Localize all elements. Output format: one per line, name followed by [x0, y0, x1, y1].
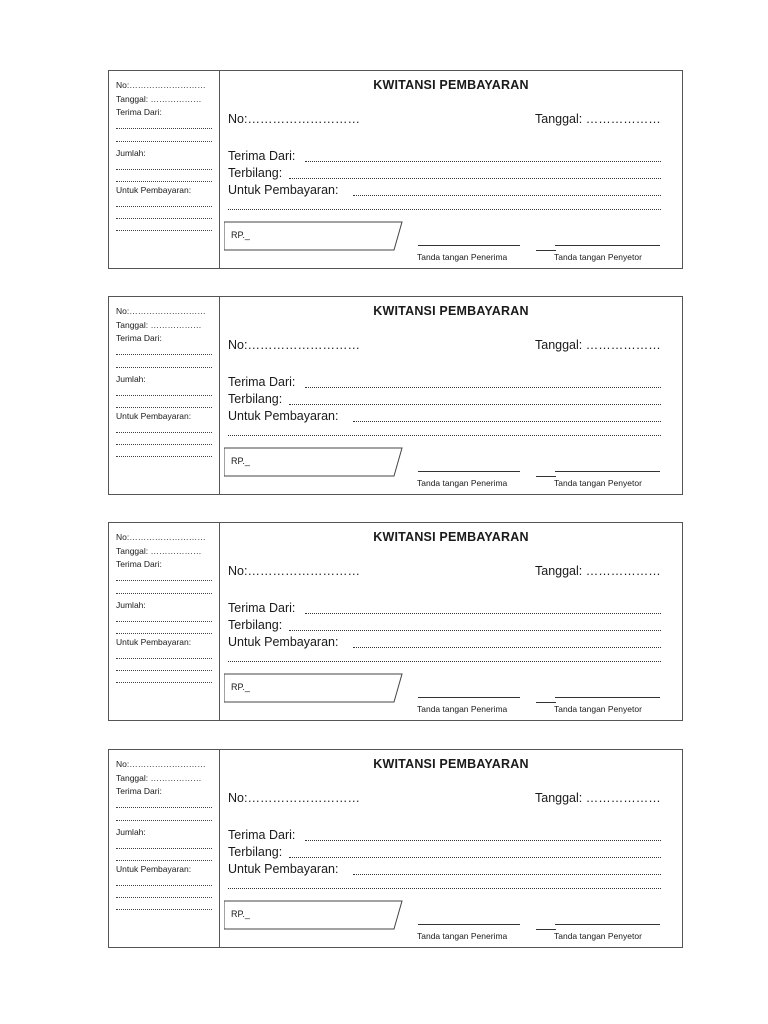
terima-dari-label: Terima Dari:: [228, 828, 296, 842]
stub-untuk-pembayaran: Untuk Pembayaran:: [116, 411, 192, 421]
terbilang-label: Terbilang:: [228, 618, 283, 632]
rp-label: RP._: [231, 682, 250, 692]
stub-jumlah: Jumlah:: [116, 600, 146, 610]
stub-terima-dari: Terima Dari:: [116, 786, 162, 796]
amount-box-shape: [224, 900, 404, 930]
separator-line: [536, 702, 556, 703]
stub-tanggal: Tanggal: ………………: [116, 320, 202, 330]
stub-dotted-line: [116, 206, 212, 207]
stub-dotted-line: [116, 633, 212, 634]
extra-dotted-line[interactable]: [228, 888, 661, 889]
stub-dotted-line: [116, 593, 212, 594]
penerima-signature-line[interactable]: [418, 245, 520, 246]
amount-box[interactable]: [224, 673, 404, 703]
penyetor-signature-line[interactable]: [555, 471, 660, 472]
receipt-title: KWITANSI PEMBAYARAN: [373, 78, 529, 92]
rp-label: RP._: [231, 456, 250, 466]
separator-line: [536, 929, 556, 930]
rp-label: RP._: [231, 230, 250, 240]
untuk-pembayaran-label: Untuk Pembayaran:: [228, 862, 339, 876]
stub-no: No:………………………: [116, 80, 206, 90]
no-field[interactable]: No:………………………: [228, 338, 360, 352]
terima-dari-line[interactable]: [305, 387, 661, 388]
stub-no: No:………………………: [116, 759, 206, 769]
terima-dari-label: Terima Dari:: [228, 375, 296, 389]
stub-dotted-line: [116, 367, 212, 368]
receipt-stub: [109, 71, 220, 268]
penyetor-label: Tanda tangan Penyetor: [554, 931, 642, 941]
stub-no: No:………………………: [116, 532, 206, 542]
receipt-body: [220, 750, 682, 947]
terbilang-label: Terbilang:: [228, 392, 283, 406]
stub-dotted-line: [116, 897, 212, 898]
penerima-label: Tanda tangan Penerima: [417, 252, 508, 262]
terbilang-line[interactable]: [289, 630, 661, 631]
terbilang-line[interactable]: [289, 178, 661, 179]
stub-dotted-line: [116, 456, 212, 457]
stub-dotted-line: [116, 432, 212, 433]
extra-dotted-line[interactable]: [228, 661, 661, 662]
stub-dotted-line: [116, 395, 212, 396]
receipt-stub: [109, 750, 220, 947]
penyetor-signature-line[interactable]: [555, 245, 660, 246]
terbilang-label: Terbilang:: [228, 166, 283, 180]
terima-dari-line[interactable]: [305, 840, 661, 841]
untuk-pembayaran-line[interactable]: [353, 195, 661, 196]
rp-label: RP._: [231, 909, 250, 919]
stub-dotted-line: [116, 820, 212, 821]
receipt-title: KWITANSI PEMBAYARAN: [373, 530, 529, 544]
stub-dotted-line: [116, 218, 212, 219]
terbilang-line[interactable]: [289, 404, 661, 405]
penerima-label: Tanda tangan Penerima: [417, 704, 508, 714]
tanggal-field[interactable]: Tanggal: ………………: [535, 112, 661, 126]
receipt-4: [108, 749, 683, 948]
receipt-body: [220, 297, 682, 494]
stub-terima-dari: Terima Dari:: [116, 559, 162, 569]
terima-dari-line[interactable]: [305, 161, 661, 162]
stub-dotted-line: [116, 169, 212, 170]
stub-jumlah: Jumlah:: [116, 827, 146, 837]
stub-dotted-line: [116, 621, 212, 622]
receipt-body: [220, 523, 682, 720]
stub-dotted-line: [116, 354, 212, 355]
penyetor-label: Tanda tangan Penyetor: [554, 478, 642, 488]
tanggal-field[interactable]: Tanggal: ………………: [535, 338, 661, 352]
stub-tanggal: Tanggal: ………………: [116, 773, 202, 783]
tanggal-field[interactable]: Tanggal: ………………: [535, 791, 661, 805]
stub-terima-dari: Terima Dari:: [116, 107, 162, 117]
no-field[interactable]: No:………………………: [228, 564, 360, 578]
stub-dotted-line: [116, 860, 212, 861]
penerima-signature-line[interactable]: [418, 924, 520, 925]
stub-dotted-line: [116, 848, 212, 849]
no-field[interactable]: No:………………………: [228, 112, 360, 126]
amount-box[interactable]: [224, 221, 404, 251]
untuk-pembayaran-line[interactable]: [353, 647, 661, 648]
stub-terima-dari: Terima Dari:: [116, 333, 162, 343]
penerima-signature-line[interactable]: [418, 471, 520, 472]
receipt-title: KWITANSI PEMBAYARAN: [373, 304, 529, 318]
penyetor-signature-line[interactable]: [555, 697, 660, 698]
terima-dari-label: Terima Dari:: [228, 601, 296, 615]
penyetor-signature-line[interactable]: [555, 924, 660, 925]
stub-jumlah: Jumlah:: [116, 148, 146, 158]
amount-box-shape: [224, 221, 404, 251]
terima-dari-label: Terima Dari:: [228, 149, 296, 163]
separator-line: [536, 476, 556, 477]
untuk-pembayaran-line[interactable]: [353, 874, 661, 875]
terbilang-line[interactable]: [289, 857, 661, 858]
stub-dotted-line: [116, 885, 212, 886]
penerima-label: Tanda tangan Penerima: [417, 478, 508, 488]
amount-box-shape: [224, 447, 404, 477]
stub-dotted-line: [116, 580, 212, 581]
stub-tanggal: Tanggal: ………………: [116, 94, 202, 104]
penerima-label: Tanda tangan Penerima: [417, 931, 508, 941]
stub-untuk-pembayaran: Untuk Pembayaran:: [116, 185, 192, 195]
untuk-pembayaran-label: Untuk Pembayaran:: [228, 635, 339, 649]
untuk-pembayaran-line[interactable]: [353, 421, 661, 422]
receipt-body: [220, 71, 682, 268]
stub-dotted-line: [116, 658, 212, 659]
stub-dotted-line: [116, 444, 212, 445]
penyetor-label: Tanda tangan Penyetor: [554, 252, 642, 262]
stub-dotted-line: [116, 682, 212, 683]
terbilang-label: Terbilang:: [228, 845, 283, 859]
extra-dotted-line[interactable]: [228, 435, 661, 436]
terima-dari-line[interactable]: [305, 613, 661, 614]
receipt-title: KWITANSI PEMBAYARAN: [373, 757, 529, 771]
receipt-stub: [109, 297, 220, 494]
penerima-signature-line[interactable]: [418, 697, 520, 698]
stub-untuk-pembayaran: Untuk Pembayaran:: [116, 864, 192, 874]
stub-dotted-line: [116, 128, 212, 129]
stub-dotted-line: [116, 670, 212, 671]
stub-dotted-line: [116, 230, 212, 231]
stub-dotted-line: [116, 181, 212, 182]
stub-dotted-line: [116, 141, 212, 142]
receipt-1: [108, 70, 683, 269]
amount-box-shape: [224, 673, 404, 703]
penyetor-label: Tanda tangan Penyetor: [554, 704, 642, 714]
untuk-pembayaran-label: Untuk Pembayaran:: [228, 409, 339, 423]
stub-tanggal: Tanggal: ………………: [116, 546, 202, 556]
stub-untuk-pembayaran: Untuk Pembayaran:: [116, 637, 192, 647]
stub-dotted-line: [116, 407, 212, 408]
no-field[interactable]: No:………………………: [228, 791, 360, 805]
receipt-stub: [109, 523, 220, 720]
amount-box[interactable]: [224, 447, 404, 477]
receipt-3: [108, 522, 683, 721]
receipt-2: [108, 296, 683, 495]
stub-dotted-line: [116, 807, 212, 808]
stub-no: No:………………………: [116, 306, 206, 316]
extra-dotted-line[interactable]: [228, 209, 661, 210]
tanggal-field[interactable]: Tanggal: ………………: [535, 564, 661, 578]
stub-dotted-line: [116, 909, 212, 910]
stub-jumlah: Jumlah:: [116, 374, 146, 384]
amount-box[interactable]: [224, 900, 404, 930]
untuk-pembayaran-label: Untuk Pembayaran:: [228, 183, 339, 197]
separator-line: [536, 250, 556, 251]
